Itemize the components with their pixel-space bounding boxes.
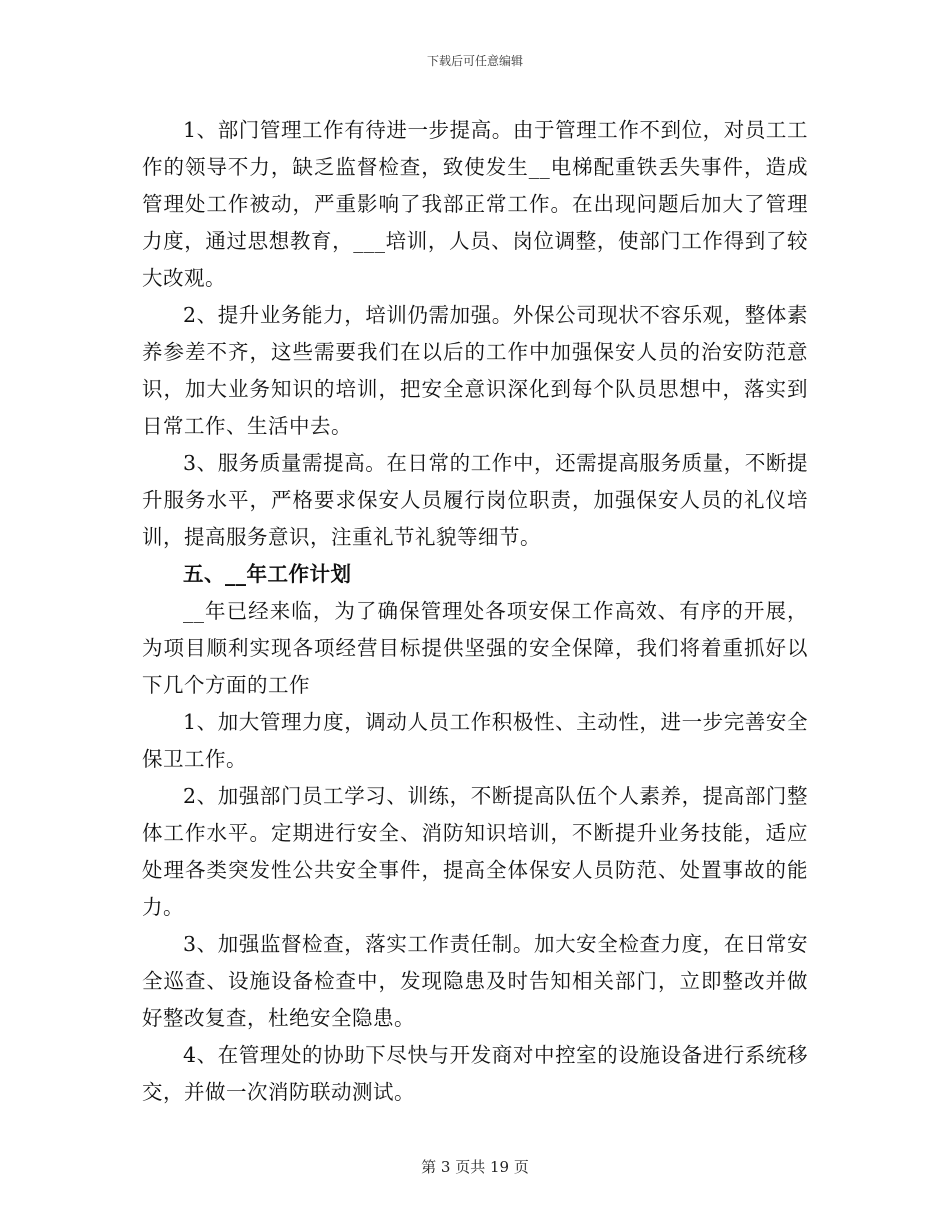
section-heading: 五、__年工作计划 — [183, 562, 352, 586]
plan-item-1: 1、加大管理力度，调动人员工作积极性、主动性，进一步完善安全保卫工作。 — [142, 710, 808, 771]
paragraph-issue-3: 3、服务质量需提高。在日常的工作中，还需提高服务质量，不断提升服务水平，严格要求保安人员履行岗位职责，加强保安人员的礼仪培训，提高服务意识，注重礼节礼貌等细节。 — [142, 451, 808, 549]
plan-item-3: 3、加强监督检查，落实工作责任制。加大安全检查力度，在日常安全巡查、设施设备检查中，发现隐患及时告知相关部门，立即整改并做好整改复查，杜绝安全隐患。 — [142, 932, 808, 1030]
document-body — [142, 112, 808, 1111]
plan-item-4: 4、在管理处的协助下尽快与开发商对中控室的设施设备进行系统移交，并做一次消防联动测试。 — [142, 1043, 808, 1104]
paragraph-issue-1: 1、部门管理工作有待进一步提高。由于管理工作不到位，对员工工作的领导不力，缺乏监督检查，致使发生__电梯配重铁丢失事件，造成管理处工作被动，严重影响了我部正常工作。在出现问题后加大了管理力度，通过思想教育，___培训，人员、岗位调整，使部门工作得到了较大改观。 — [142, 118, 808, 290]
page-number: 第 3 页共 19 页 — [421, 1158, 529, 1176]
section-intro: __年已经来临，为了确保管理处各项安保工作高效、有序的开展，为项目顺利实现各项经营目标提供坚强的安全保障，我们将着重抓好以下几个方面的工作 — [142, 599, 808, 697]
plan-item-2: 2、加强部门员工学习、训练，不断提高队伍个人素养，提高部门整体工作水平。定期进行安全、消防知识培训，不断提升业务技能，适应处理各类突发性公共安全事件，提高全体保安人员防范、处置事故的能力。 — [142, 784, 808, 919]
paragraph-issue-2: 2、提升业务能力，培训仍需加强。外保公司现状不容乐观，整体素养参差不齐，这些需要我们在以后的工作中加强保安人员的治安防范意识，加大业务知识的培训，把安全意识深化到每个队员思想中，落实到日常工作、生活中去。 — [142, 303, 808, 438]
page-header-note: 下载后可任意编辑 — [426, 54, 523, 68]
